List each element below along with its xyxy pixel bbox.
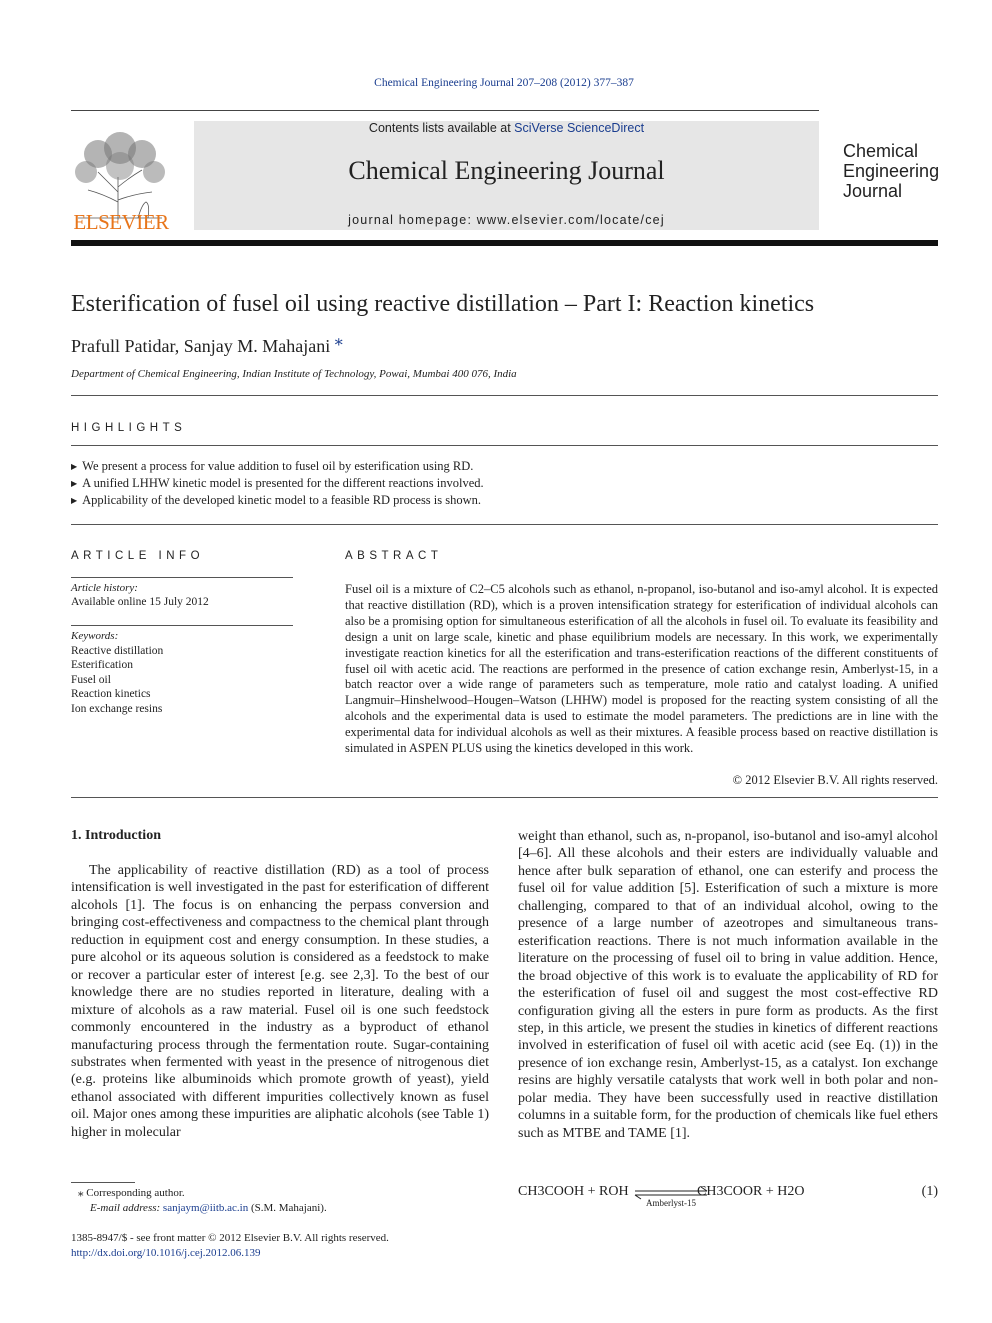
keyword-item: Reaction kinetics xyxy=(71,688,151,701)
highlight-item: ▶ Applicability of the developed kinetic model to a feasible RD process is shown. xyxy=(71,492,938,509)
keyword-item: Esterification xyxy=(71,659,133,672)
sciencedirect-link[interactable]: SciVerse ScienceDirect xyxy=(514,121,645,135)
section-divider xyxy=(71,395,938,396)
body-right-column: weight than ethanol, such as, n-propanol, iso-butanol and iso-amyl alcohol [4–6]. All these alcohols and their esters are individually valuable and hence after bulk separation of ethanol, one can esterify and process the fusel oil for value addition [5]. Esterification of such a mixture is more challenging, compared to that of an individual alcohol, owing to the presence of a large number of azeotropes and simultaneous trans-esterification reactions. There is not much information available in the literature on the processing of fusel oil to bring in value addition. Hence, the broad objective of this work is to evaluate the applicability of RD for the esterification of fusel oil and suggest the most cost-effective RD configuration giving all the esters in pure form as products. As the first step, in this article, we present the studies in kinetics of different reactions involved in esterification of fusel oil with acetic acid (see Eq. (1)) in the presence of ion exchange resin, Amberlyst-15, as a catalyst. Ion exchange resins are highly versatile catalysts that work well in both polar and non-polar media. They have been successfully used in reactive distillation columns in a suitable form, for the production of chemicals like fuel ethers such as MTBE and TAME [1]. xyxy=(518,829,938,1141)
highlight-item: ▶ A unified LHHW kinetic model is presented for the different reactions involved. xyxy=(71,475,938,492)
article-info-divider xyxy=(71,577,293,578)
corresponding-author-note xyxy=(78,1186,327,1201)
author-affiliation: Department of Chemical Engineering, Indian Institute of Technology, Powai, Mumbai 400 076, India xyxy=(71,368,517,380)
journal-citation[interactable]: Chemical Engineering Journal 207–208 (2012) 377–387 xyxy=(374,77,634,89)
contents-prefix: Contents lists available at xyxy=(368,121,515,135)
section-heading-introduction: 1. Introduction xyxy=(71,828,161,843)
abstract-copyright: © 2012 Elsevier B.V. All rights reserved. xyxy=(732,773,938,787)
section-divider xyxy=(71,445,938,446)
cover-title-line: Journal xyxy=(843,181,903,201)
issn-line: 1385-8947/$ - see front matter © 2012 Elsevier B.V. All rights reserved. xyxy=(71,1232,389,1244)
body-left-column: The applicability of reactive distillation (RD) as a tool of process intensification is well investigated in the past for esterification of different alcohols [1]. The focus is on enhancing the perpass conversion and bringing cost-effectiveness and compactness to the chemical plant through reduction in equipment cost and energy consumption. In these studies, a pure alcohol or its aqueous solution is considered as a feedstock to make or recover a particular ester of interest [e.g. see 2,3]. To the best of our knowledge there are no studies reported in literature, dealing with a mixture of alcohols as a raw material. Fusel oil is one such feedstock commonly encountered in the industry as a byproduct of ethanol manufacturing process through the fermentation route. Sugar-containing substrates when fermented with yeast in the presence of nitrogenous diet (e.g. proteins like albuminoids which promote growth of yeast), yield ethanol associated with different impurities collectively known as fusel oil. Major ones among these impurities are aliphatic alcohols (see Table 1) higher in molecular xyxy=(71,863,489,1140)
equation-1 xyxy=(518,1184,938,1212)
corresponding-author-text: Corresponding author. xyxy=(86,1187,185,1199)
journal-cover-title xyxy=(843,141,953,201)
header-thick-divider xyxy=(71,240,938,246)
elsevier-wordmark: ELSEVIER xyxy=(73,210,169,234)
email-owner: (S.M. Mahajani). xyxy=(250,1201,327,1214)
article-history-value: Available online 15 July 2012 xyxy=(71,596,209,608)
highlight-item: ▶ We present a process for value addition to fusel oil by esterification using RD. xyxy=(71,458,938,475)
keyword-item: Fusel oil xyxy=(71,673,111,686)
article-history-label: Article history: xyxy=(71,582,138,594)
article-info-heading: ARTICLE INFO xyxy=(71,550,205,562)
cover-title-line: Chemical xyxy=(843,141,919,161)
page-footer xyxy=(71,1231,389,1260)
header-divider xyxy=(71,110,819,111)
abstract-heading: ABSTRACT xyxy=(345,550,443,562)
cover-title-line: Engineering xyxy=(843,161,940,181)
highlights-heading: HIGHLIGHTS xyxy=(71,422,187,434)
highlights-list xyxy=(71,458,938,509)
equation-catalyst: Amberlyst-15 xyxy=(646,1198,696,1208)
contents-availability xyxy=(194,121,819,135)
equation-number: (1) xyxy=(921,1184,938,1199)
email-link[interactable]: sanjaym@iitb.ac.in xyxy=(162,1201,249,1214)
author-list xyxy=(71,332,343,357)
abstract-text: Fusel oil is a mixture of C2–C5 alcohols such as ethanol, n-propanol, iso-butanol and iso-amyl alcohol. It is expected that reactive distillation (RD), which is a proven intensification strategy for esterification of individual alcohols can also be a promising option for simultaneous esterification of all the alcohols in fusel oil. To evaluate its feasibility and design a unit on large scale, kinetic and phase equilibrium models are necessary. In this work, we experimentally investigate reaction kinetics for all the esterification and trans-esterification reactions of the different constituents of fusel oil with acetic acid. The reactions are performed in the presence of cation exchange resin, Amberlyst-15, in a batch reactor over a wide range of parameters such as temperature, mole ratio and catalyst loading. A unified Langmuir–Hinshelwood–Hougen–Watson (LHHW) model is proposed for the reacting system consisting of all the alcohols and the experimental data is used to estimate the model parameters. The predictions are in line with the experimental data for individual alcohols as well as their mixtures. A feasible process based on reactive distillation is simulated in ASPEN PLUS using the kinetics developed in this work. xyxy=(345,582,938,756)
doi-link[interactable]: http://dx.doi.org/10.1016/j.cej.2012.06.139 xyxy=(71,1246,261,1259)
section-divider xyxy=(71,797,938,798)
keywords-label: Keywords: xyxy=(71,630,119,642)
equation-rhs: CH3COOR + H2O xyxy=(697,1184,805,1199)
article-title: Esterification of fusel oil using reactive distillation – Part I: Reaction kinetics xyxy=(71,291,815,317)
homepage-url[interactable]: www.elsevier.com/locate/cej xyxy=(476,213,665,227)
keyword-item: Ion exchange resins xyxy=(71,702,163,715)
email-note xyxy=(78,1201,327,1216)
email-label: E-mail address: xyxy=(90,1201,161,1214)
keyword-item: Reactive distillation xyxy=(71,645,164,657)
journal-homepage xyxy=(194,213,819,227)
homepage-prefix: journal homepage: xyxy=(348,213,477,227)
equation-lhs: CH3COOH + ROH xyxy=(518,1184,629,1199)
footnote xyxy=(78,1186,327,1215)
footnote-divider xyxy=(71,1182,135,1183)
author-names: Prafull Patidar, Sanjay M. Mahajani xyxy=(71,336,331,356)
journal-title: Chemical Engineering Journal xyxy=(348,156,665,185)
article-info-divider xyxy=(71,625,293,626)
keywords-list xyxy=(71,644,163,716)
footnote-mark: ⁎ xyxy=(78,1187,84,1199)
section-divider xyxy=(71,524,938,525)
corresponding-author-mark[interactable]: ⁎ xyxy=(334,332,343,349)
